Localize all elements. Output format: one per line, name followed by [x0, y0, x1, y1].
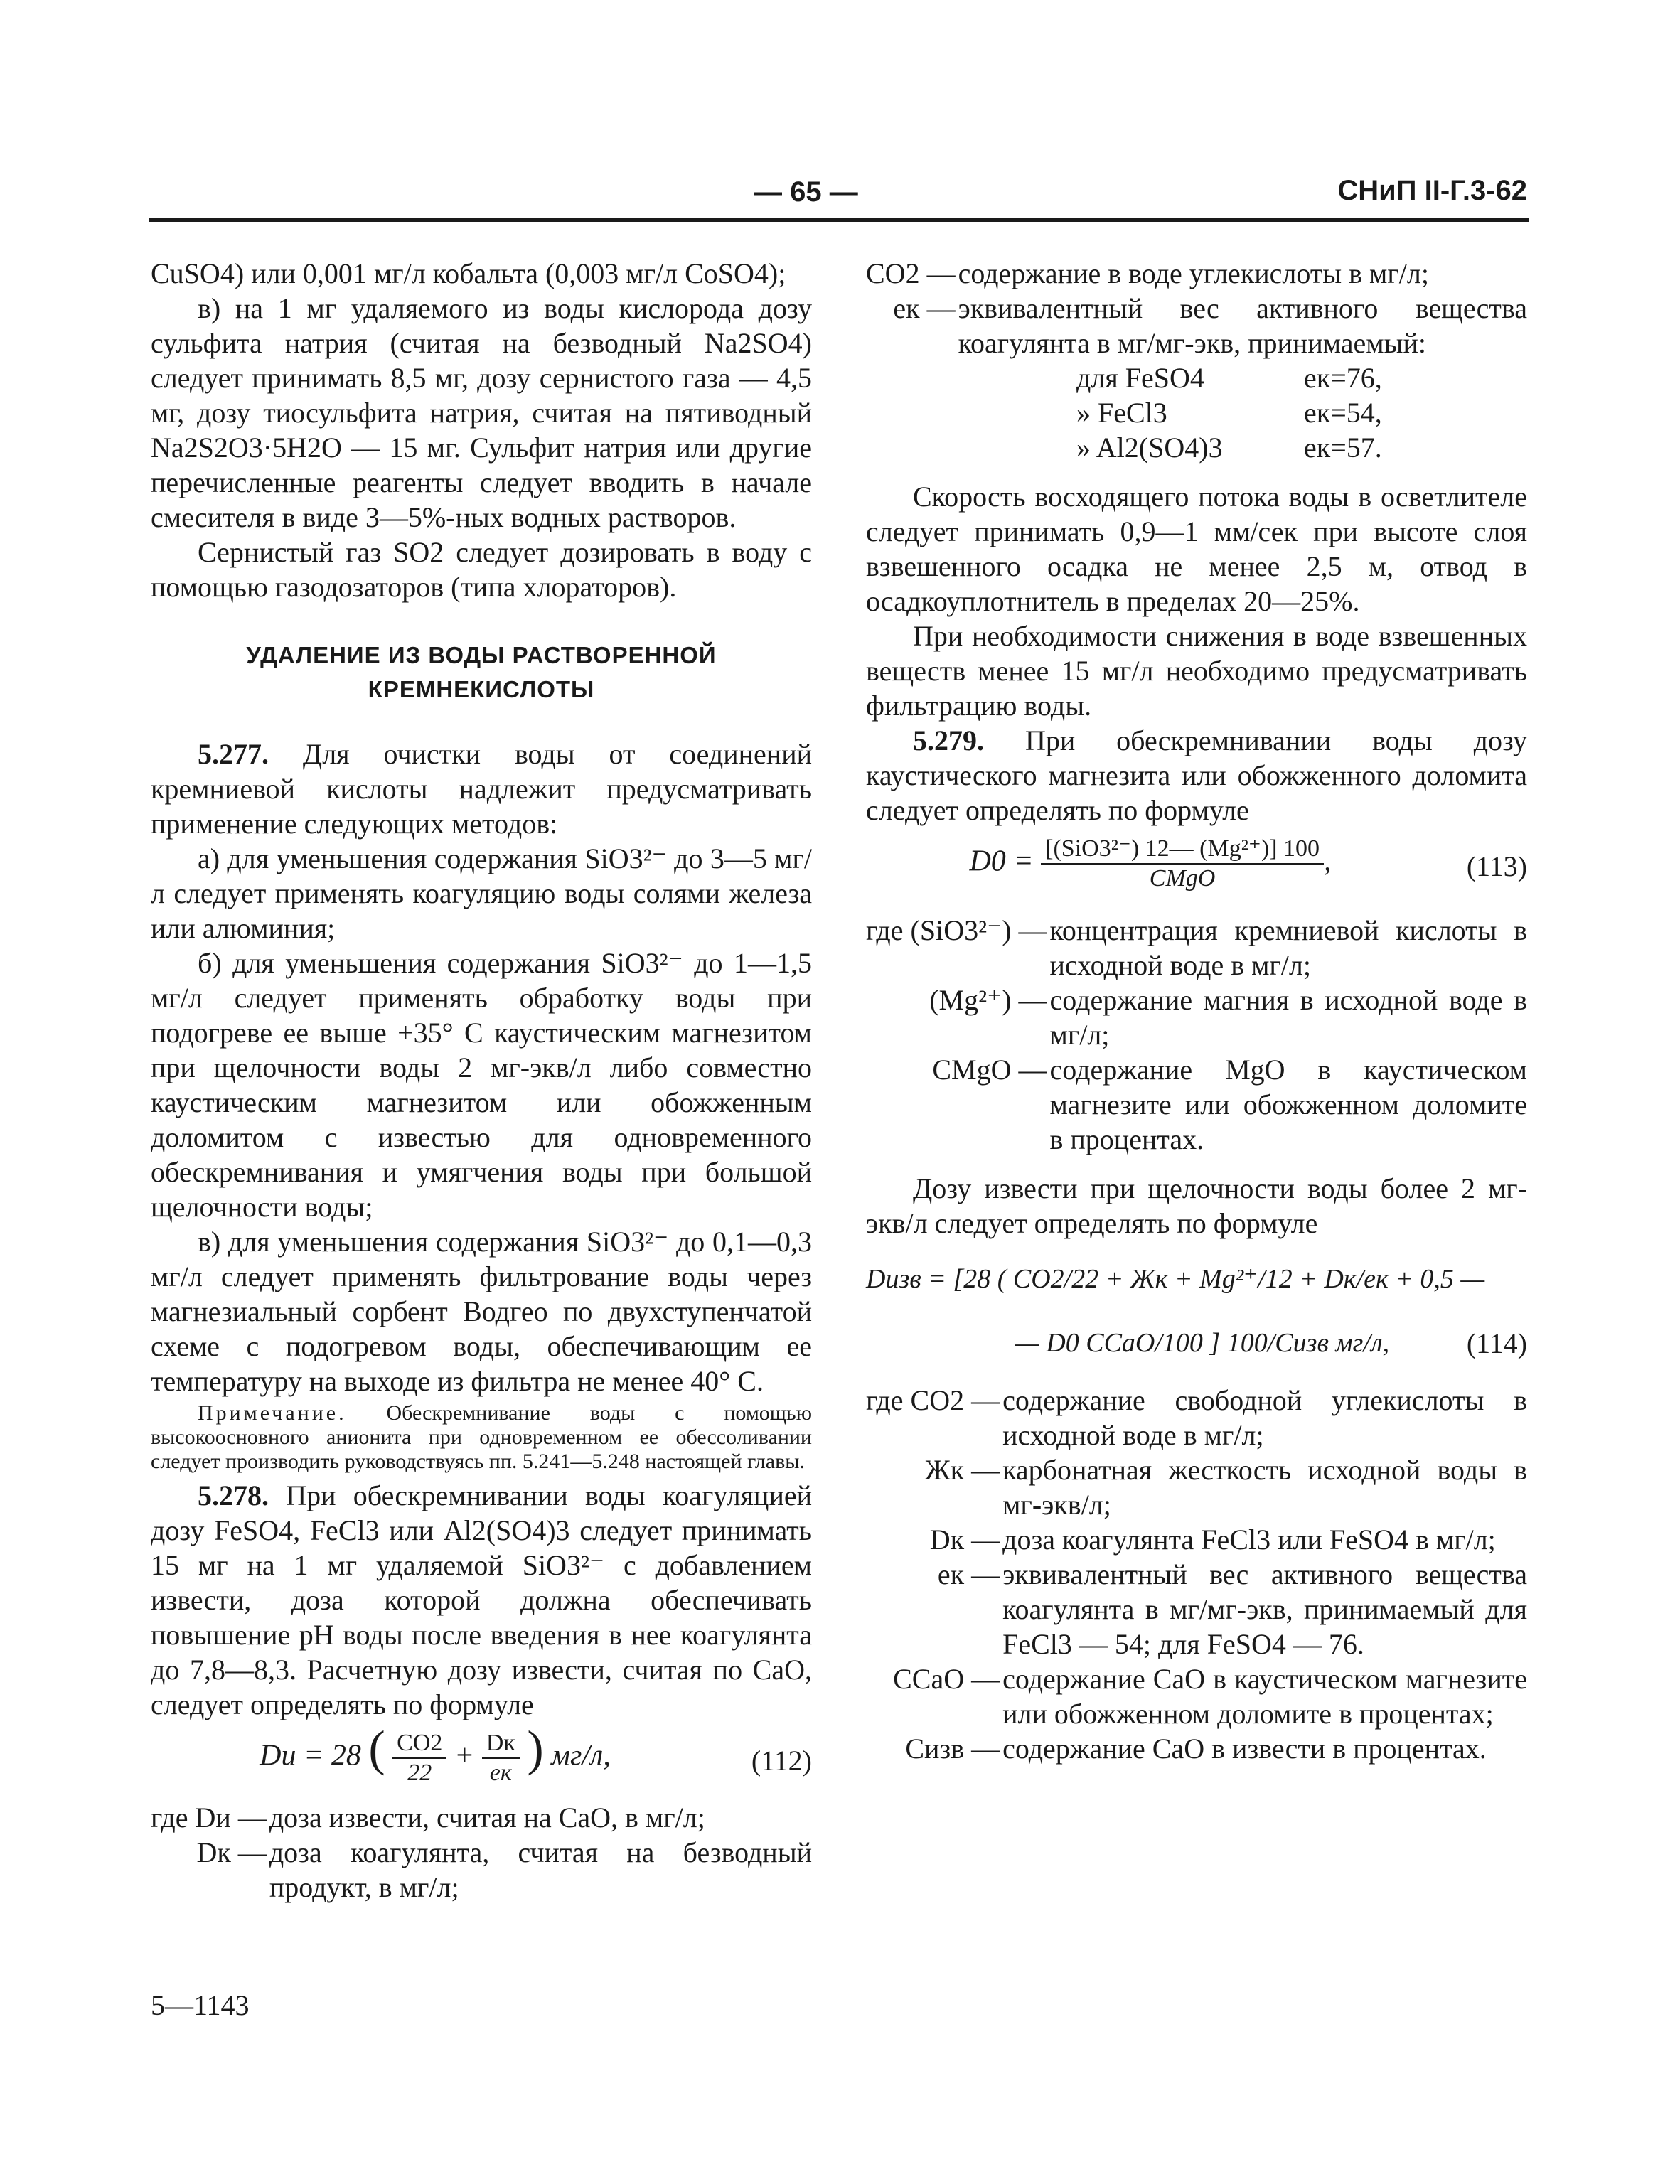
formula-number: (114) — [1466, 1327, 1527, 1359]
paragraph: Дозу извести при щелочности воды более 2 мг-экв/л следует определять по формуле — [866, 1172, 1527, 1239]
definition-text: содержание CaO в извести в процентах. — [1002, 1733, 1487, 1765]
definition-text: доза извести, считая на CaO, в мг/л; — [269, 1802, 705, 1834]
formula-unit: мг/л, — [551, 1739, 611, 1772]
definition-symbol: Dк — — [196, 1836, 267, 1868]
list-item-b: б) для уменьшения содержания SiO3²⁻ до 1—1,5 мг/л следует применять обработку воды при подогреве ее выше +35° С каустическим магнезитом при щелочности воды 2 мг-экв/л либо совместно каустическим магнезитом или обожженным доломитом с известью для одновременного обескремнивания и умягчения воды при большой щелочности воды; — [151, 947, 812, 1223]
page-number: — 65 — — [754, 176, 858, 208]
list-item-c: в) для уменьшения содержания SiO3²⁻ до 0,1—0,3 мг/л следует применять фильтрование воды через магнезиальный сорбент Водгео по двухступенчатой схеме с подогревом воды, обеспечивающим ее температуру на выходе из фильтра не менее 40° С. — [151, 1226, 812, 1397]
definitions-114 — [866, 1383, 1527, 1766]
formula-line: — D0 CCaO/100 ] 100/Cизв мг/л, — [1015, 1328, 1390, 1358]
definition-symbol: CMgO — — [932, 1054, 1047, 1086]
definition-text: концентрация кремниевой кислоты в исходной воде в мг/л; — [1049, 914, 1527, 981]
definition-symbol: (Mg²⁺) — — [929, 984, 1047, 1016]
paragraph: CuSO4) или 0,001 мг/л кобальта (0,003 мг/л CoSO4); — [151, 257, 786, 289]
definitions-top — [866, 256, 1527, 360]
coagulant-row: » Al2(SO4)3 eк=57. — [1076, 432, 1382, 464]
coagulant-row: » FeCl3 eк=54, — [1076, 397, 1382, 429]
left-column — [151, 256, 812, 1905]
formula-body: Dи = 28 ( $\frac{CO2}{22}$ + $\frac{Dк}{eк}$ ) мг/л, — [260, 1721, 611, 1786]
right-column — [866, 256, 1527, 1766]
definition-text: эквивалентный вес активного вещества коагулянта в мг/мг-экв, принимаемый для FeCl3 — 54; для FeSO4 — 76. — [1002, 1558, 1527, 1660]
fraction: $\frac{Dк}{eк}$ — [482, 1729, 520, 1787]
definition-symbol: Cизв — — [905, 1733, 1000, 1765]
formula-number: (112) — [751, 1745, 812, 1777]
clause-5-277 — [151, 737, 812, 841]
list-item-a: а) для уменьшения содержания SiO3²⁻ до 3—5 мг/л следует применять коагуляцию воды солями железа или алюминия; — [151, 842, 812, 944]
definition-symbol: где Dи — — [151, 1802, 267, 1834]
definition-symbol: где (SiO3²⁻) — — [866, 914, 1047, 946]
fraction: $\frac{\text{[(SiO3²⁻) 12— (Mg²⁺)] 100}}{\text{CMgO}}$ — [1041, 835, 1324, 893]
clause-5-278 — [151, 1478, 812, 1722]
definition-text: содержание MgO в каустическом магнезите или обожженном доломите в процентах. — [1049, 1054, 1527, 1155]
clause-text: При обескремнивании воды коагуляцией дозу FeSO4, FeCl3 или Al2(SO4)3 следует принимать 15 мг на 1 мг удаляемой SiO3²⁻ с добавлением извести, доза которой должна обеспечивать повышение pH воды после введения в нее коагулянта до 7,8—8,3. Расчетную дозу извести, считая по CaO, следует определять по формуле — [151, 1479, 813, 1720]
definition-text: содержание CaO в каустическом магнезите или обожженном доломите в процентах; — [1002, 1663, 1527, 1730]
note-label: Примечание. — [198, 1401, 347, 1425]
formula-body: D0 = $\frac{\text{[(SiO3²⁻) 12— (Mg²⁺)] 100}}{\text{CMgO}}$ , — [969, 835, 1332, 892]
definition-symbol: CO2 — — [866, 257, 956, 289]
signature-mark: 5—1143 — [151, 1989, 250, 2021]
formula-line: Dизв = [28 ( CO2/22 + Жк + Mg²⁺/12 + Dк/eк + 0,5 — — [866, 1264, 1485, 1294]
header-rule — [149, 218, 1529, 222]
clause-text: Для очистки воды от соединений кремниевой кислоты надлежит предусматривать применение следующих методов: — [151, 738, 813, 840]
definition-text: карбонатная жесткость исходной воды в мг-экв/л; — [1002, 1454, 1527, 1521]
coagulant-row: для FeSO4 eк=76, — [1076, 362, 1382, 394]
clause-number: 5.278. — [198, 1479, 269, 1511]
formula-number: (113) — [1466, 850, 1527, 882]
note — [151, 1401, 812, 1474]
definition-symbol: где CO2 — — [866, 1384, 1000, 1416]
definition-text: содержание в воде углекислоты в мг/л; — [958, 257, 1429, 289]
paragraph: в) на 1 мг удаляемого из воды кислорода дозу сульфита натрия (считая на безводный Na2SO4) следует принимать 8,5 мг, дозу сернистого газа — 4,5 мг, дозу тиосульфита натрия, считая на пятиводный Na2S2O3·5H2O — 15 мг. Сульфит натрия или другие перечисленные реагенты следует вводить в начале смесителя в виде 3—5%-ных водных растворов. — [151, 292, 812, 533]
definition-symbol: Dк — — [929, 1524, 1000, 1556]
document-code: СНиП II-Г.3-62 — [1337, 175, 1527, 206]
definition-symbol: eк — — [937, 1558, 1000, 1590]
definition-symbol: Жк — — [924, 1454, 1000, 1486]
clause-number: 5.277. — [198, 738, 269, 770]
definition-text: эквивалентный вес активного вещества коагулянта в мг/мг-экв, принимаемый: — [958, 292, 1527, 359]
formula-114 — [866, 1241, 1527, 1383]
coagulant-list — [866, 360, 1527, 465]
formula-113 — [866, 828, 1527, 913]
section-title: УДАЛЕНИЕ ИЗ ВОДЫ РАСТВОРЕННОЙ КРЕМНЕКИСЛОТЫ — [246, 642, 717, 702]
definition-text: доза коагулянта FeCl3 или FeSO4 в мг/л; — [1002, 1524, 1496, 1556]
paragraph: Сернистый газ SO2 следует дозировать в воду с помощью газодозаторов (типа хлораторов). — [151, 536, 812, 603]
note-text: Обескремнивание воды с помощью высокоосновного анионита при одновременном ее обессоливании следует производить руководствуясь пп. 5.241—5.248 настоящей главы. — [151, 1401, 812, 1473]
definitions-112 — [151, 1800, 812, 1905]
fraction: $\frac{CO2}{22}$ — [392, 1729, 446, 1787]
definition-text: содержание свободной углекислоты в исходной воде в мг/л; — [1002, 1384, 1527, 1451]
clause-number: 5.279. — [913, 724, 984, 756]
paragraph: Скорость восходящего потока воды в осветлителе следует принимать 0,9—1 мм/сек при высоте слоя взвешенного осадка не менее 2,5 м, отвод в осадкоуплотнитель в пределах 20—25%. — [866, 481, 1527, 617]
paragraph: При необходимости снижения в воде взвешенных веществ менее 15 мг/л необходимо предусматривать фильтрацию воды. — [866, 620, 1527, 722]
formula-lhs: D0 = — [969, 845, 1034, 878]
formula-lhs: Dи = 28 — [260, 1739, 361, 1772]
definition-text: содержание магния в исходной воде в мг/л; — [1049, 984, 1527, 1051]
clause-text: При обескремнивании воды дозу каустического магнезита или обожженного доломита следует определять по формуле — [866, 724, 1528, 826]
definition-symbol: CCaO — — [893, 1663, 1000, 1695]
formula-112 — [151, 1722, 812, 1800]
definition-text: доза коагулянта, считая на безводный продукт, в мг/л; — [269, 1836, 812, 1903]
clause-5-279 — [866, 723, 1527, 828]
definitions-113 — [866, 913, 1527, 1157]
definition-symbol: eк — — [893, 292, 956, 324]
